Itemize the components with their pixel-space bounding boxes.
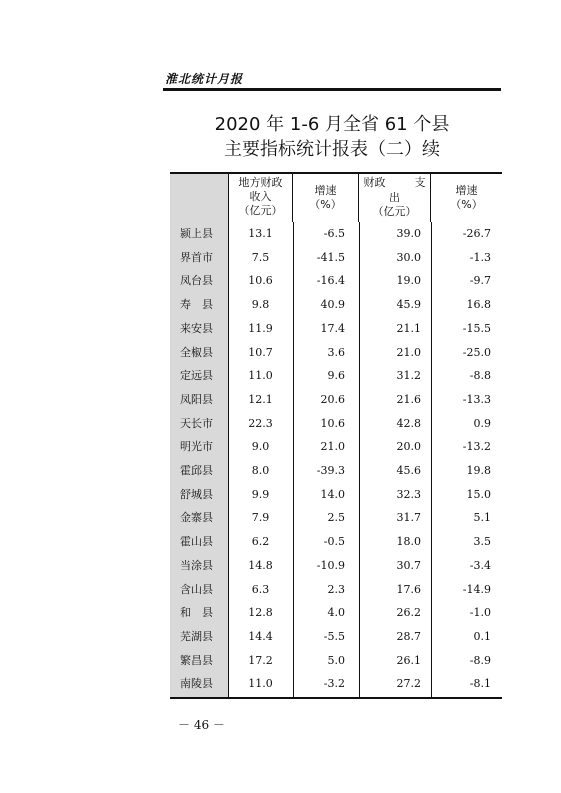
expenditure-value: 32.3	[396, 487, 421, 501]
revenue-growth-value: 21.0	[320, 440, 345, 454]
header-revenue-growth-line1: 增速	[314, 184, 337, 197]
county-name: 寿 县	[180, 298, 213, 312]
expenditure-growth-value: -15.5	[462, 321, 491, 335]
expenditure-value: 45.9	[396, 298, 421, 312]
header-expenditure	[359, 174, 431, 222]
expenditure-value: 17.6	[396, 582, 421, 596]
table-bottom-rule	[170, 697, 502, 699]
revenue-value: 8.0	[251, 464, 270, 477]
revenue-growth-value: 14.0	[320, 487, 345, 501]
table-row	[170, 459, 502, 483]
revenue-value: 10.7	[248, 345, 273, 359]
expenditure-value: 20.0	[396, 440, 421, 454]
table-row	[170, 269, 502, 293]
expenditure-growth-value: -13.3	[462, 392, 491, 406]
expenditure-value: 19.0	[396, 274, 421, 288]
expenditure-value: 21.0	[396, 345, 421, 359]
table-row	[170, 554, 502, 578]
revenue-growth-value: 3.6	[327, 345, 345, 359]
revenue-growth-value: 40.9	[320, 298, 345, 312]
header-expenditure-top-left: 财政	[363, 176, 386, 189]
revenue-growth-value: -5.5	[323, 629, 345, 643]
expenditure-value: 30.7	[396, 558, 421, 572]
county-name: 舒城县	[180, 487, 213, 501]
revenue-value: 11.9	[248, 321, 273, 335]
county-name: 芜湖县	[180, 629, 213, 643]
revenue-value: 13.1	[248, 227, 273, 240]
table-row	[170, 341, 502, 365]
expenditure-growth-value: -26.7	[462, 227, 491, 240]
revenue-value: 17.2	[248, 653, 273, 667]
expenditure-value: 31.2	[396, 369, 421, 383]
revenue-growth-value: 2.3	[327, 582, 345, 596]
revenue-growth-value: 10.6	[320, 416, 345, 430]
header-revenue-line1: 地方财政	[238, 176, 283, 189]
expenditure-value: 21.6	[396, 392, 421, 406]
expenditure-growth-value: -1.3	[469, 250, 491, 264]
header-expenditure-bot: （亿元）	[372, 205, 417, 218]
county-name: 繁昌县	[180, 653, 213, 667]
table-row	[170, 246, 502, 270]
revenue-growth-value: -39.3	[316, 464, 345, 477]
revenue-value: 14.4	[248, 629, 273, 643]
revenue-value: 22.3	[248, 416, 273, 430]
revenue-growth-value: -10.9	[316, 558, 345, 572]
county-name: 当涂县	[180, 558, 213, 572]
expenditure-growth-value: -14.9	[462, 582, 491, 596]
table-row	[170, 222, 502, 246]
expenditure-value: 26.1	[396, 653, 421, 667]
table-row	[170, 412, 502, 436]
county-name: 凤台县	[180, 274, 213, 288]
county-name: 南陵县	[180, 677, 213, 691]
header-expenditure-growth-line1: 增速	[455, 184, 478, 197]
expenditure-value: 42.8	[396, 416, 421, 430]
page-number: － 46 －	[178, 718, 225, 732]
header-revenue-growth-line2: （%）	[309, 198, 342, 211]
expenditure-growth-value: 0.9	[473, 416, 491, 430]
expenditure-value: 18.0	[396, 535, 421, 549]
county-name: 明光市	[180, 440, 213, 454]
county-name: 天长市	[180, 416, 213, 430]
header-expenditure-growth-line2: （%）	[450, 198, 483, 211]
header-expenditure-growth	[431, 174, 502, 222]
revenue-value: 7.5	[251, 250, 270, 264]
expenditure-growth-value: -8.8	[469, 369, 491, 383]
expenditure-growth-value: -1.0	[469, 606, 491, 620]
expenditure-growth-value: 0.1	[473, 629, 491, 643]
expenditure-growth-value: -25.0	[462, 345, 491, 359]
revenue-growth-value: 20.6	[320, 392, 345, 406]
table-row	[170, 293, 502, 317]
expenditure-growth-value: 15.0	[466, 487, 491, 501]
revenue-value: 7.9	[251, 511, 270, 525]
revenue-growth-value: -0.5	[323, 535, 345, 549]
county-name: 凤阳县	[180, 392, 213, 406]
expenditure-growth-value: -9.7	[469, 274, 491, 288]
table-row	[170, 435, 502, 459]
revenue-growth-value: -16.4	[316, 274, 345, 288]
expenditure-value: 27.2	[396, 677, 421, 691]
revenue-growth-value: 4.0	[327, 606, 345, 620]
revenue-growth-value: -6.5	[323, 227, 345, 240]
expenditure-value: 28.7	[396, 629, 421, 643]
page-title-line1: 2020 年 1-6 月全省 61 个县	[214, 114, 450, 135]
table-header	[170, 174, 502, 222]
table-row	[170, 601, 502, 625]
county-name: 和 县	[180, 606, 213, 620]
county-name: 含山县	[180, 582, 213, 596]
table-row	[170, 578, 502, 602]
revenue-value: 14.8	[248, 558, 273, 572]
header-revenue	[228, 174, 293, 222]
header-revenue-line2: 收入	[249, 190, 272, 203]
table-row	[170, 649, 502, 673]
revenue-value: 6.3	[251, 582, 270, 596]
header-revenue-line3: （亿元）	[238, 204, 283, 217]
table-row	[170, 483, 502, 507]
expenditure-growth-value: -13.2	[462, 440, 491, 454]
table-row	[170, 317, 502, 341]
revenue-value: 11.0	[248, 369, 273, 383]
expenditure-value: 21.1	[396, 321, 421, 335]
revenue-value: 12.8	[248, 606, 273, 620]
table-row	[170, 506, 502, 530]
expenditure-value: 30.0	[396, 250, 421, 264]
table-body	[170, 222, 502, 697]
revenue-value: 12.1	[248, 392, 273, 406]
county-name: 霍山县	[180, 535, 213, 549]
expenditure-growth-value: 16.8	[466, 298, 491, 312]
table-row	[170, 672, 502, 696]
revenue-value: 6.2	[251, 535, 270, 549]
page-title-line2: 主要指标统计报表（二）续	[224, 139, 440, 160]
publication-header: 淮北统计月报	[165, 72, 244, 86]
revenue-value: 10.6	[248, 274, 273, 288]
county-name: 来安县	[180, 321, 213, 335]
expenditure-growth-value: 3.5	[473, 535, 491, 549]
header-rule	[163, 88, 501, 91]
header-expenditure-top-right: 支	[414, 176, 426, 189]
table-row	[170, 530, 502, 554]
revenue-value: 9.0	[251, 440, 270, 454]
revenue-value: 9.8	[251, 298, 270, 312]
revenue-growth-value: 17.4	[320, 321, 345, 335]
county-name: 霍邱县	[180, 464, 213, 477]
revenue-growth-value: -41.5	[316, 250, 345, 264]
table-row	[170, 625, 502, 649]
table-row	[170, 364, 502, 388]
header-revenue-growth	[293, 174, 359, 222]
expenditure-value: 39.0	[396, 227, 421, 240]
revenue-growth-value: -3.2	[323, 677, 345, 691]
table-row	[170, 388, 502, 412]
revenue-value: 11.0	[248, 677, 273, 691]
expenditure-value: 45.6	[396, 464, 421, 477]
county-name: 金寨县	[180, 511, 213, 525]
expenditure-growth-value: -8.1	[469, 677, 491, 691]
revenue-growth-value: 2.5	[327, 511, 345, 525]
expenditure-growth-value: -8.9	[469, 653, 491, 667]
revenue-growth-value: 5.0	[327, 653, 345, 667]
county-name: 界首市	[180, 250, 213, 264]
header-expenditure-mid: 出	[389, 191, 400, 204]
expenditure-growth-value: 19.8	[466, 464, 491, 477]
county-name: 颍上县	[180, 227, 213, 240]
revenue-growth-value: 9.6	[327, 369, 345, 383]
revenue-value: 9.9	[251, 487, 270, 501]
expenditure-value: 26.2	[396, 606, 421, 620]
expenditure-growth-value: -3.4	[469, 558, 491, 572]
county-name: 全椒县	[180, 345, 213, 359]
county-name: 定远县	[180, 369, 213, 383]
expenditure-value: 31.7	[396, 511, 421, 525]
expenditure-growth-value: 5.1	[473, 511, 491, 525]
